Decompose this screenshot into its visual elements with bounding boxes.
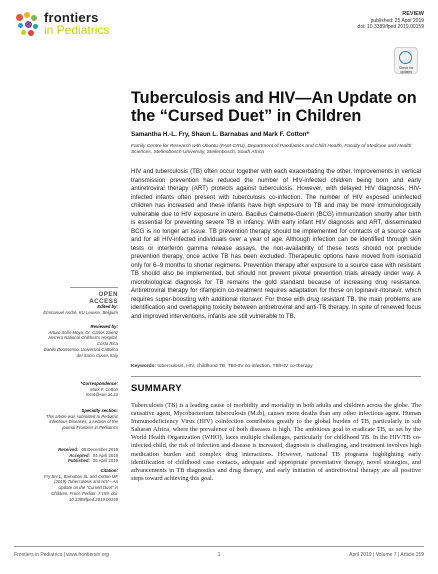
- keywords-text: tuberculosis, HIV, childhood TB, TB/HIV co-infection, TB/HIV co-therapy: [157, 364, 313, 369]
- section-divider: [131, 376, 421, 377]
- frontiers-logo-icon: [14, 12, 40, 38]
- specialty-label: Specialty section:: [81, 408, 118, 413]
- correspondence: [40, 381, 118, 398]
- journal-name: in Pediatrics: [44, 23, 110, 37]
- correspondence-email[interactable]: mcot@sun.ac.za: [85, 392, 118, 398]
- check-updates-icon: [399, 51, 412, 64]
- reviewer-2: Danilo Buonsenso, Università Cattolica del Sacro Cuore, Italy: [43, 346, 118, 358]
- citation-text: Fry SH-L, Barnabas SL and Cotton MF (2019) Tuberculosis and HIV—An Update on the “Cursed Duet” in Children. Front. Pediatr. 7:159. doi: 10.3389/fped.2019.00159: [44, 473, 118, 502]
- open-access-divider: [70, 287, 118, 288]
- open-access-label: OPEN ACCESS: [89, 291, 118, 305]
- citation-label: Citation:: [100, 468, 118, 473]
- specialty-text: This article was submitted to Pediatric Infectious Diseases, a section of the journal Frontiers in Pediatrics: [45, 413, 118, 431]
- article-meta: [358, 11, 424, 31]
- footer-issue: April 2019 | Volume 7 | Article 159: [349, 552, 424, 558]
- edited-by: [40, 304, 118, 315]
- affiliation: Family Centre for Research with Ubuntu (FAM-CRU), Department of Paediatrics and Child Health, Faculty of Medicine and Health Sciences, Stellenbosch University, Stellenbosch, South Africa: [131, 144, 412, 156]
- page-number: 1: [217, 552, 221, 558]
- article-type: REVIEW: [402, 11, 424, 17]
- reviewed-by-label: Reviewed by:: [90, 324, 118, 329]
- footer-divider: [14, 546, 424, 547]
- author-list: Samantha H.-L. Fry, Shaun L. Barnabas and Mark F. Cotton*: [131, 131, 309, 138]
- correspondence-label: *Correspondence:: [80, 381, 118, 386]
- keywords-label: Keywords:: [131, 364, 157, 369]
- date-accepted: Accepted: 04 April 2019: [69, 452, 118, 458]
- summary-text: Tuberculosis (TB) is a leading cause of morbidity and mortality in both adults and children across the globe. The causative agent, Mycobacterium tuberculosis (M.tb), causes more deaths than any other infectious agent. Human Immunodeficiency Virus (HIV) coinfection contributes greatly to the global burden of TB, particularly in sub Saharan Africa, where the prevalence of both diseases is high. The ambitious goal to eradicate TB, as set by the World Health Organization (WHO), faces multiple challenges, particularly for childhood TB. In the HIV/TB co-infected child, the risk of infection and disease is increased, diagnosis is challenging, and treatment involves high medication burden and complex drug interactions. However, national TB programs highlighting early identification of childhood case contacts, adequate and appropriate preventative therapy, novel strategies, and advancements in TB diagnostics and drug therapy, and early initiation of antiretroviral therapy are all positive steps toward achieving this goal.: [131, 402, 421, 482]
- reviewed-by: [40, 324, 118, 358]
- dates-block: [40, 447, 118, 464]
- publisher-name: frontiers: [44, 10, 99, 25]
- doi-line: doi: 10.3389/fped.2019.00159: [357, 24, 424, 30]
- date-received: Received: 05 December 2018: [58, 447, 118, 452]
- article-title: Tuberculosis and HIV—An Update on the “Cursed Duet” in Children: [131, 89, 417, 125]
- frontiers-logo: [14, 12, 109, 38]
- reviewer-1: Arturo Solís-Moya, Dr. Carlos Sáenz Herrera National Children's Hospital, Costa Rica: [48, 329, 118, 347]
- published-line: published: 25 April 2019: [370, 17, 424, 24]
- correspondence-name: Mark F. Cotton: [90, 386, 118, 392]
- abstract: HIV and tuberculosis (TB) often occur together with each exacerbating the other. Improvements in vertical transmission prevention has reduced the number of HIV-infected children being born and early antiretroviral therapy (ART) protects against tuberculosis. However, with delayed HIV diagnosis, HIV-infected infants often present with tuberculosis co-infection. The number of HIV exposed uninfected children has increased and these infants have high exposure to TB and may be more immunologically vulnerable due to HIV exposure in utero. Bacillus Calmette-Guérin (BCG) immunization shortly after birth is essential for preventing severe TB in infancy. With early infant HIV diagnosis and ART, disseminated BCG is no longer an issue. TB prevention therapy should be implemented for contacts of a source case and for all HIV-infected individuals over a year of age. Although infection can be identified through skin tests or interferon gamma release assays, the non-availability of these tests should not preclude prevention therapy, once active TB has been excluded. Therapeutic options have moved from isoniazid only for 6–9 months to shorter regimens. Prevention therapy after exposure to a source case with resistant TB should also be implemented, but should not prevent pivotal prevention trials already under way. A microbiological diagnosis for TB remains the gold standard because of increasing drug resistance. Antiretroviral therapy for rifampicin co-treatment requires adaptation for those on lopinavir-ritonavir, which requires super-boosting with additional ritonavir. For those with drug resistant TB, the main problems are identification and overlapping toxicity between antiretroviral and anti-TB therapy. In spite of renewed focus and improved interventions, infants are still vulnerable to TB.: [131, 168, 421, 320]
- check-for-updates-badge[interactable]: [394, 47, 418, 74]
- check-for-updates-label: Check for updates: [398, 66, 414, 74]
- date-published: Published: 25 April 2019: [67, 458, 118, 464]
- keywords: [131, 364, 313, 369]
- editor-name: Emmanuel André, KU Leuven, Belgium: [43, 309, 118, 315]
- citation: [40, 468, 118, 502]
- summary-heading: SUMMARY: [131, 383, 182, 394]
- footer-journal-url[interactable]: Frontiers in Pediatrics | www.frontiersin.org: [14, 552, 109, 558]
- specialty-section: [40, 408, 118, 431]
- edited-by-label: Edited by:: [97, 304, 118, 309]
